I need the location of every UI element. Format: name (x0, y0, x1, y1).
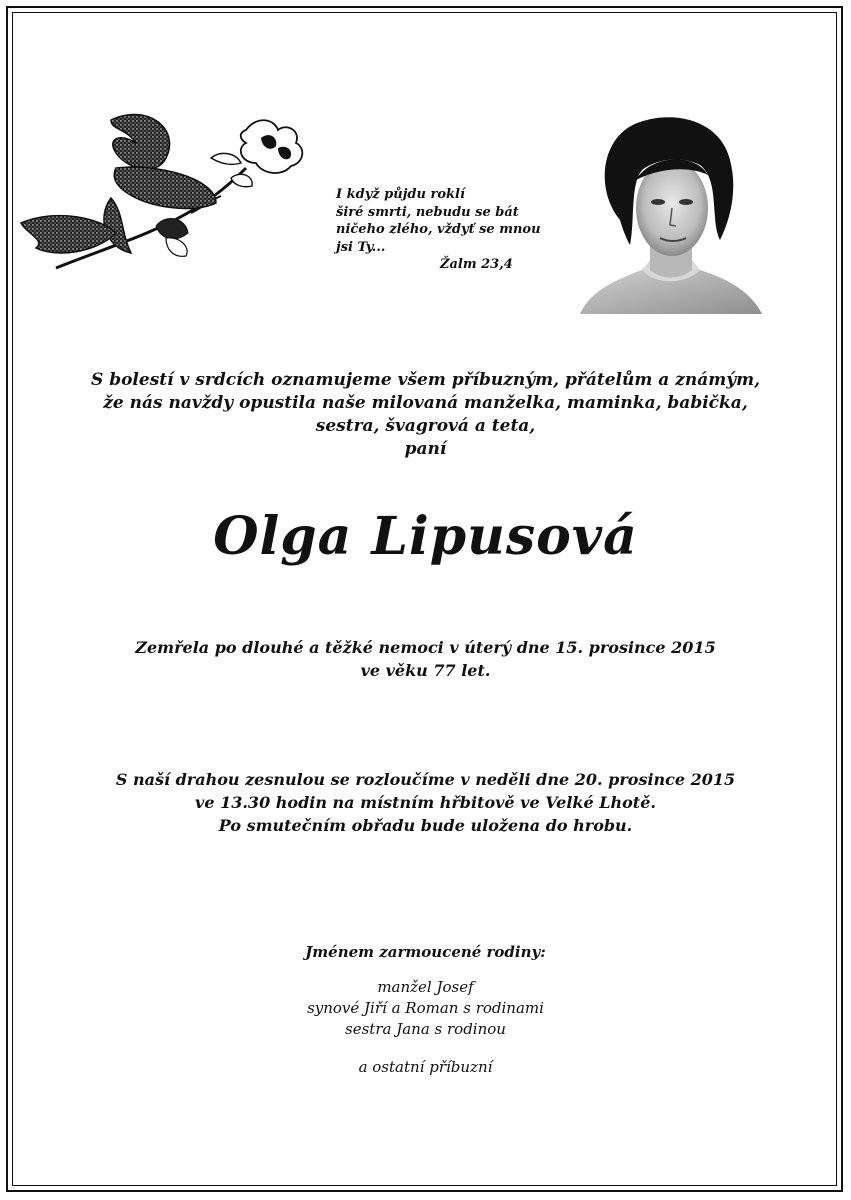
quote-line: ničeho zlého, vždyť se mnou (336, 222, 541, 237)
funeral-line: ve 13.30 hodin na místním hřbitově ve Velké Lhotě. (195, 793, 656, 812)
family-member: manžel Josef (377, 978, 474, 996)
family-member: synové Jiří a Roman s rodinami (307, 999, 544, 1017)
quote-reference: Žalm 23,4 (440, 257, 513, 272)
quote-line: jsi Ty... (336, 239, 386, 255)
death-line: Zemřela po dlouhé a těžké nemoci v úterý dne 15. prosince 2015 (135, 638, 716, 657)
intro-line: že nás navždy opustila naše milovaná manželka, maminka, babička, (103, 393, 748, 413)
intro-line: paní (404, 439, 447, 459)
intro-line: S bolestí v srdcích oznamujeme všem příbuzným, přátelům a známým, (91, 370, 760, 390)
other-relatives: a ostatní příbuzní (358, 1058, 493, 1076)
quote-line: širé smrti, nebudu se bát (336, 204, 519, 220)
psalm-quote (336, 186, 556, 274)
deceased-name: Olga Lipusová (213, 506, 638, 567)
portrait-photo (580, 110, 762, 314)
funeral-line: S naší drahou zesnulou se rozloučíme v neděli dne 20. prosince 2015 (115, 770, 736, 789)
funeral-line: Po smutečním obřadu bude uložena do hrobu. (218, 816, 633, 835)
funeral-info (0, 768, 851, 837)
death-info (0, 636, 851, 682)
quote-line: I když půjdu roklí (336, 187, 465, 202)
family-member: sestra Jana s rodinou (345, 1020, 506, 1038)
family-heading: Jménem zarmoucené rodiny: (305, 943, 546, 961)
rose-icon (16, 108, 316, 273)
family-members (0, 977, 851, 1040)
announcement-intro (0, 369, 851, 461)
intro-line: sestra, švagrová a teta, (315, 416, 536, 436)
death-line: ve věku 77 let. (360, 661, 491, 680)
